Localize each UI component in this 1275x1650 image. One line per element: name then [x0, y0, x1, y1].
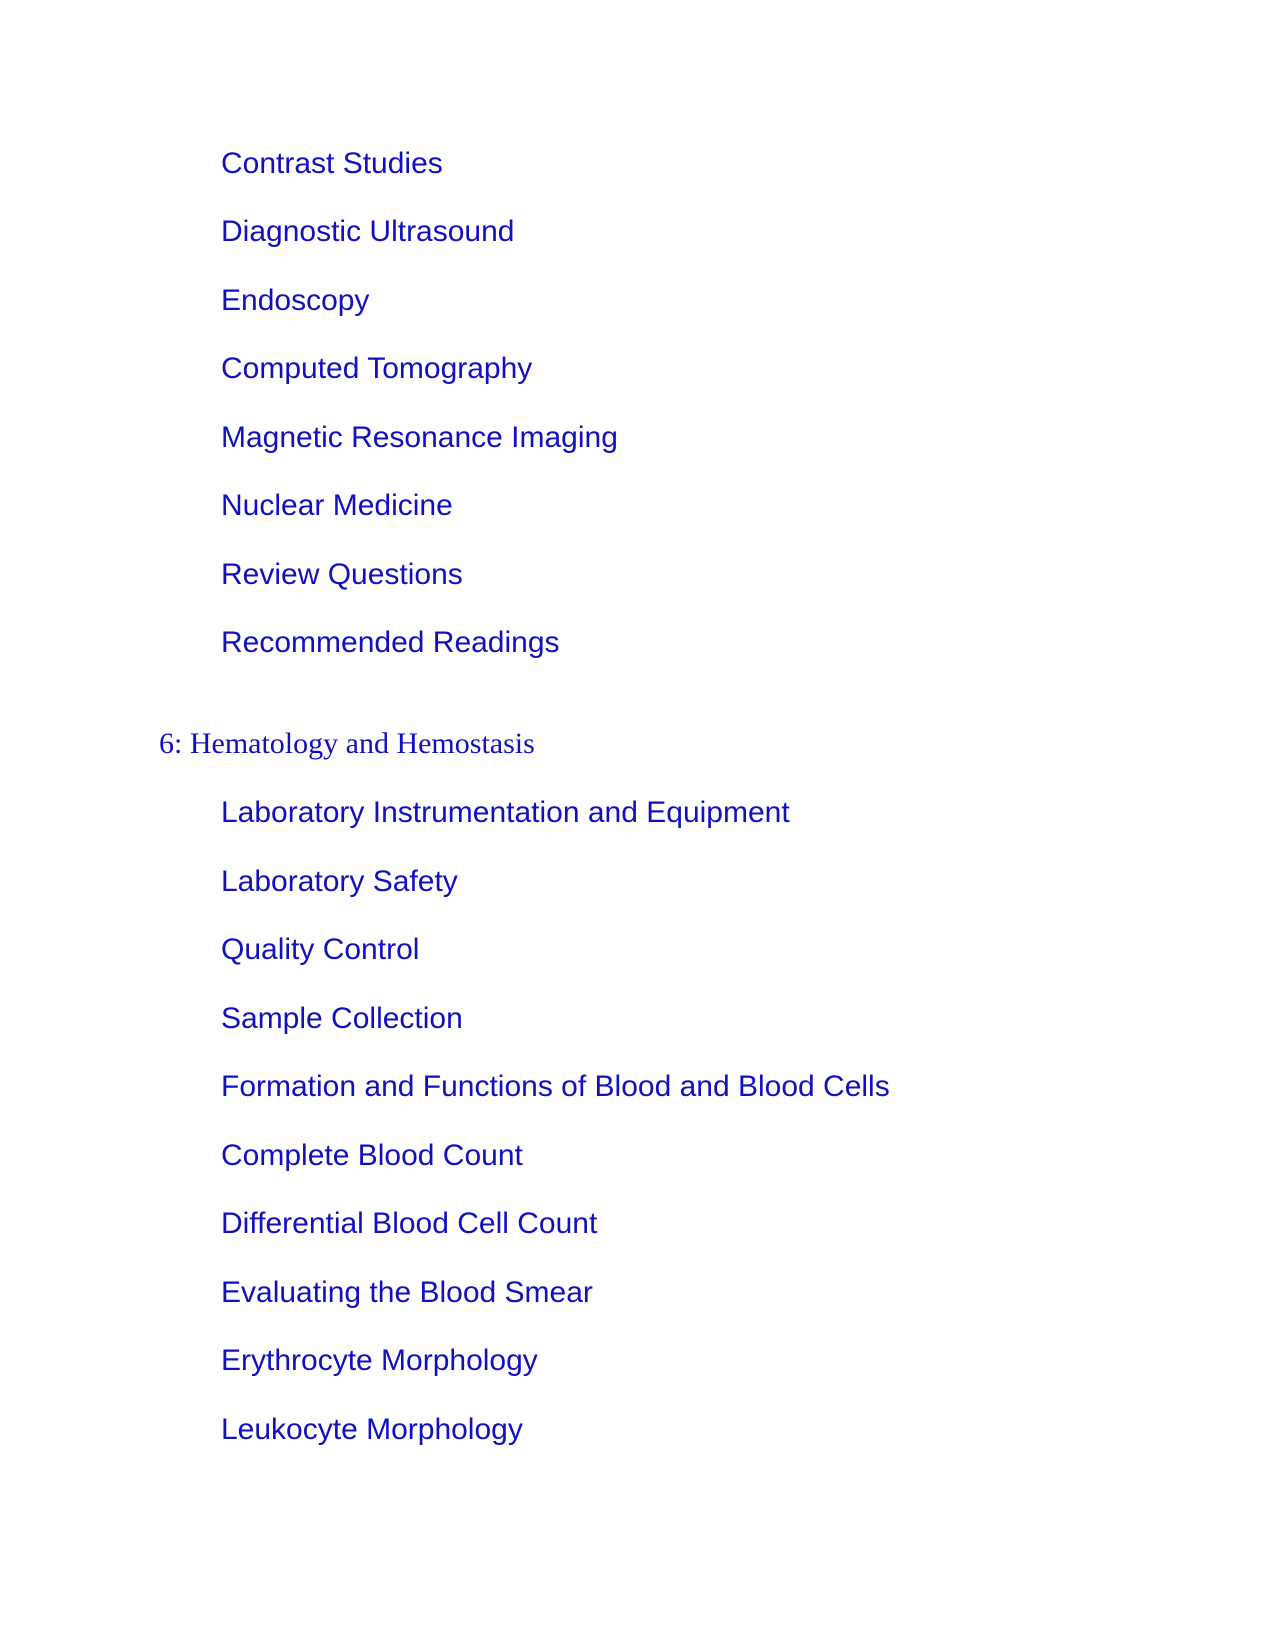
toc-link-quality-control[interactable]: Quality Control	[221, 933, 420, 966]
toc-link-endoscopy[interactable]: Endoscopy	[221, 284, 370, 317]
toc-link-recommended-readings[interactable]: Recommended Readings	[221, 626, 560, 659]
toc-link-leukocyte-morphology[interactable]: Leukocyte Morphology	[221, 1413, 523, 1446]
toc-link-contrast-studies[interactable]: Contrast Studies	[221, 147, 443, 180]
chapter-heading-hematology[interactable]: 6: Hematology and Hemostasis	[159, 727, 535, 760]
toc-link-formation-functions-blood[interactable]: Formation and Functions of Blood and Blood Cells	[221, 1070, 890, 1103]
toc-link-complete-blood-count[interactable]: Complete Blood Count	[221, 1139, 523, 1172]
toc-link-diagnostic-ultrasound[interactable]: Diagnostic Ultrasound	[221, 215, 515, 248]
toc-link-sample-collection[interactable]: Sample Collection	[221, 1002, 463, 1035]
toc-link-laboratory-instrumentation[interactable]: Laboratory Instrumentation and Equipment	[221, 796, 790, 829]
toc-link-laboratory-safety[interactable]: Laboratory Safety	[221, 865, 458, 898]
toc-link-nuclear-medicine[interactable]: Nuclear Medicine	[221, 489, 453, 522]
toc-link-review-questions[interactable]: Review Questions	[221, 558, 463, 591]
toc-link-evaluating-blood-smear[interactable]: Evaluating the Blood Smear	[221, 1276, 593, 1309]
toc-link-erythrocyte-morphology[interactable]: Erythrocyte Morphology	[221, 1344, 538, 1377]
toc-link-differential-blood-cell-count[interactable]: Differential Blood Cell Count	[221, 1207, 598, 1240]
toc-link-computed-tomography[interactable]: Computed Tomography	[221, 352, 533, 385]
toc-link-magnetic-resonance-imaging[interactable]: Magnetic Resonance Imaging	[221, 421, 618, 454]
